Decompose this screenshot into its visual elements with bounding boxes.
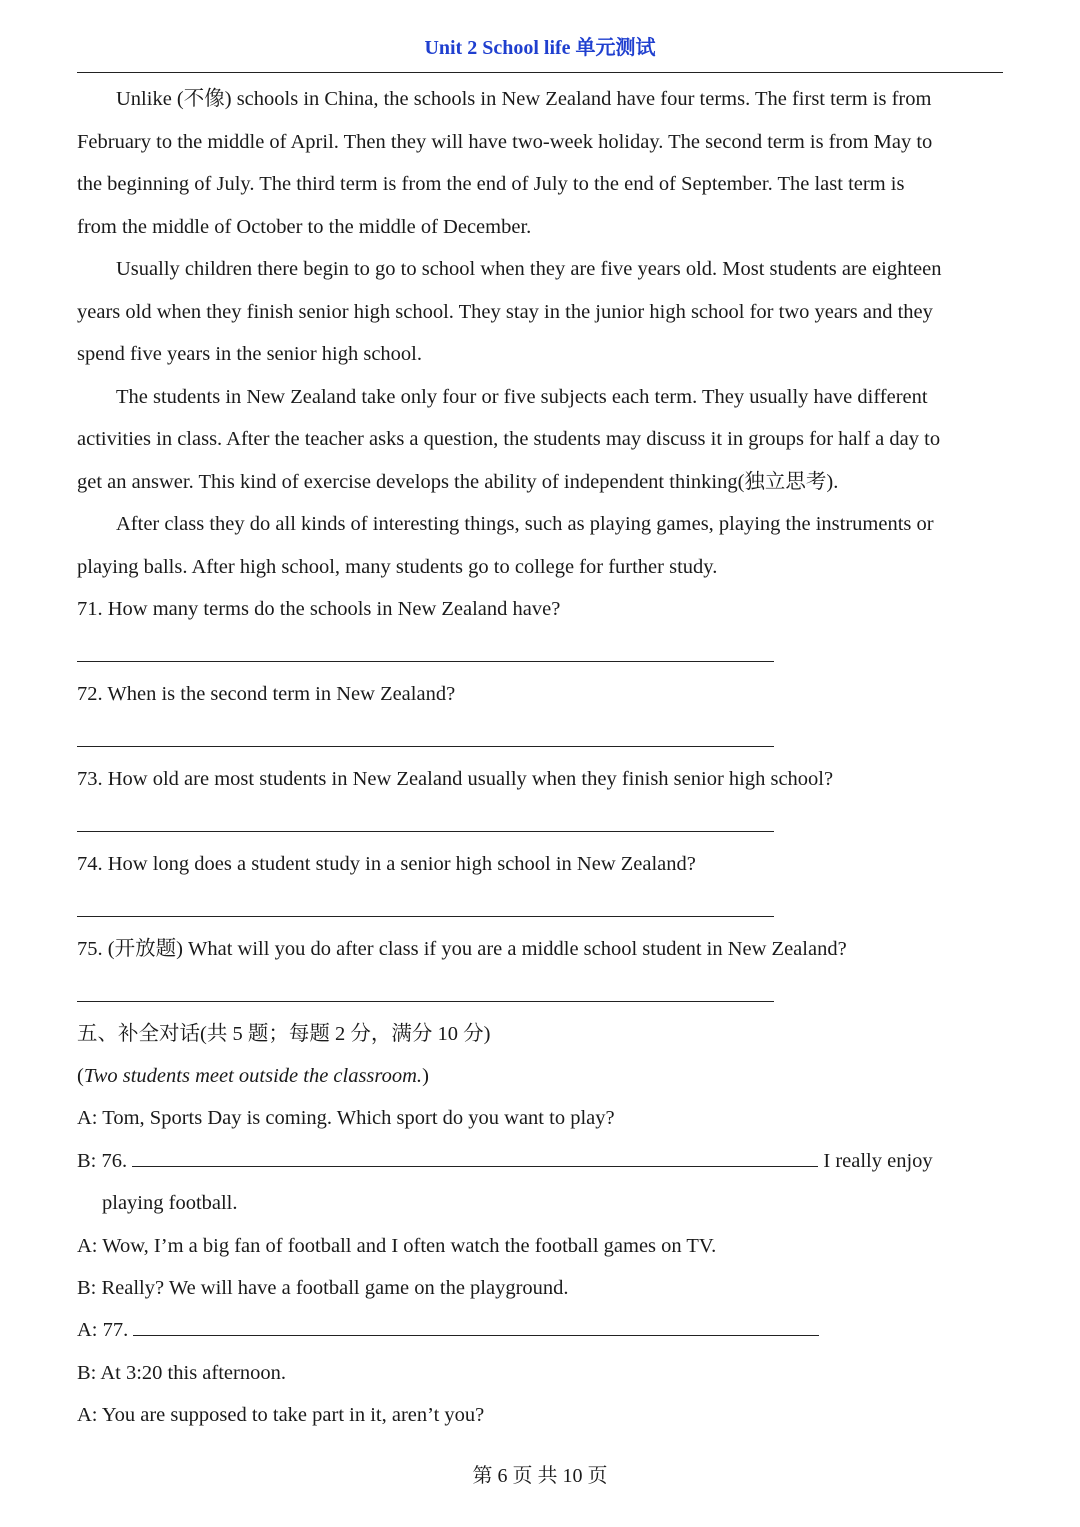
passage-line: playing balls. After high school, many students go to college for further study. — [77, 555, 718, 578]
dialogue-suffix: I really enjoy — [823, 1150, 933, 1172]
answer-blank-72[interactable] — [77, 746, 774, 747]
passage-line: After class they do all kinds of interesting things, such as playing games, playing the instruments or — [116, 513, 934, 535]
answer-blank-75[interactable] — [77, 1001, 774, 1002]
passage-line: get an answer. This kind of exercise develops the ability of independent thinking(独立思考). — [77, 470, 839, 493]
dialogue-line: A: Tom, Sports Day is coming. Which sport do you want to play? — [77, 1107, 615, 1129]
question-74: 74. How long does a student study in a senior high school in New Zealand? — [77, 853, 696, 875]
dialogue-prefix: B: 76. — [77, 1150, 128, 1172]
answer-blank-77[interactable] — [133, 1311, 819, 1336]
passage-line: February to the middle of April. Then they will have two-week holiday. The second term is from May to — [77, 130, 933, 153]
header-divider — [77, 72, 1003, 73]
passage-line: from the middle of October to the middle of December. — [77, 215, 532, 238]
question-75: 75. (开放题) What will you do after class if you are a middle school student in New Zealand? — [77, 938, 847, 960]
dialogue-line-76 — [77, 1140, 933, 1182]
dialogue-line: B: Really? We will have a football game on the playground. — [77, 1277, 569, 1299]
dialogue-line-77 — [77, 1309, 819, 1351]
dialogue-line: A: Wow, I’m a big fan of football and I often watch the football games on TV. — [77, 1235, 717, 1257]
dialogue-line-cont: playing football. — [102, 1192, 238, 1214]
passage-line: The students in New Zealand take only four or five subjects each term. They usually have different — [116, 385, 928, 408]
passage-line: the beginning of July. The third term is from the end of July to the end of September. The last term is — [77, 173, 905, 195]
question-72: 72. When is the second term in New Zealand? — [77, 683, 456, 705]
answer-blank-73[interactable] — [77, 831, 774, 832]
passage-line: years old when they finish senior high school. They stay in the junior high school for two years and they — [77, 300, 933, 323]
setting-close-paren: ) — [422, 1065, 429, 1087]
setting-open-paren: ( — [77, 1065, 84, 1087]
answer-blank-76[interactable] — [132, 1142, 818, 1167]
page-header-title: Unit 2 School life 单元测试 — [424, 37, 656, 59]
passage-line: Usually children there begin to go to school when they are five years old. Most students are eighteen — [116, 258, 942, 280]
dialogue-line: B: At 3:20 this afternoon. — [77, 1362, 286, 1384]
passage-line: spend five years in the senior high school. — [77, 343, 423, 365]
dialogue-line: A: You are supposed to take part in it, aren’t you? — [77, 1404, 485, 1426]
page-number: 第 6 页 共 10 页 — [472, 1465, 608, 1487]
answer-blank-71[interactable] — [77, 661, 774, 662]
question-71: 71. How many terms do the schools in New Zealand have? — [77, 598, 561, 620]
answer-blank-74[interactable] — [77, 916, 774, 917]
question-73: 73. How old are most students in New Zealand usually when they finish senior high school? — [77, 768, 834, 790]
section-heading: 五、补全对话(共 5 题；每题 2 分，满分 10 分) — [77, 1023, 491, 1045]
passage-line: Unlike (不像) schools in China, the schools in New Zealand have four terms. The first term is from — [116, 88, 932, 110]
dialogue-prefix: A: 77. — [77, 1319, 129, 1341]
setting-text: Two students meet outside the classroom. — [83, 1065, 423, 1087]
dialogue-setting — [77, 1055, 429, 1097]
passage-line: activities in class. After the teacher asks a question, the students may discuss it in groups for half a day to — [77, 428, 941, 450]
